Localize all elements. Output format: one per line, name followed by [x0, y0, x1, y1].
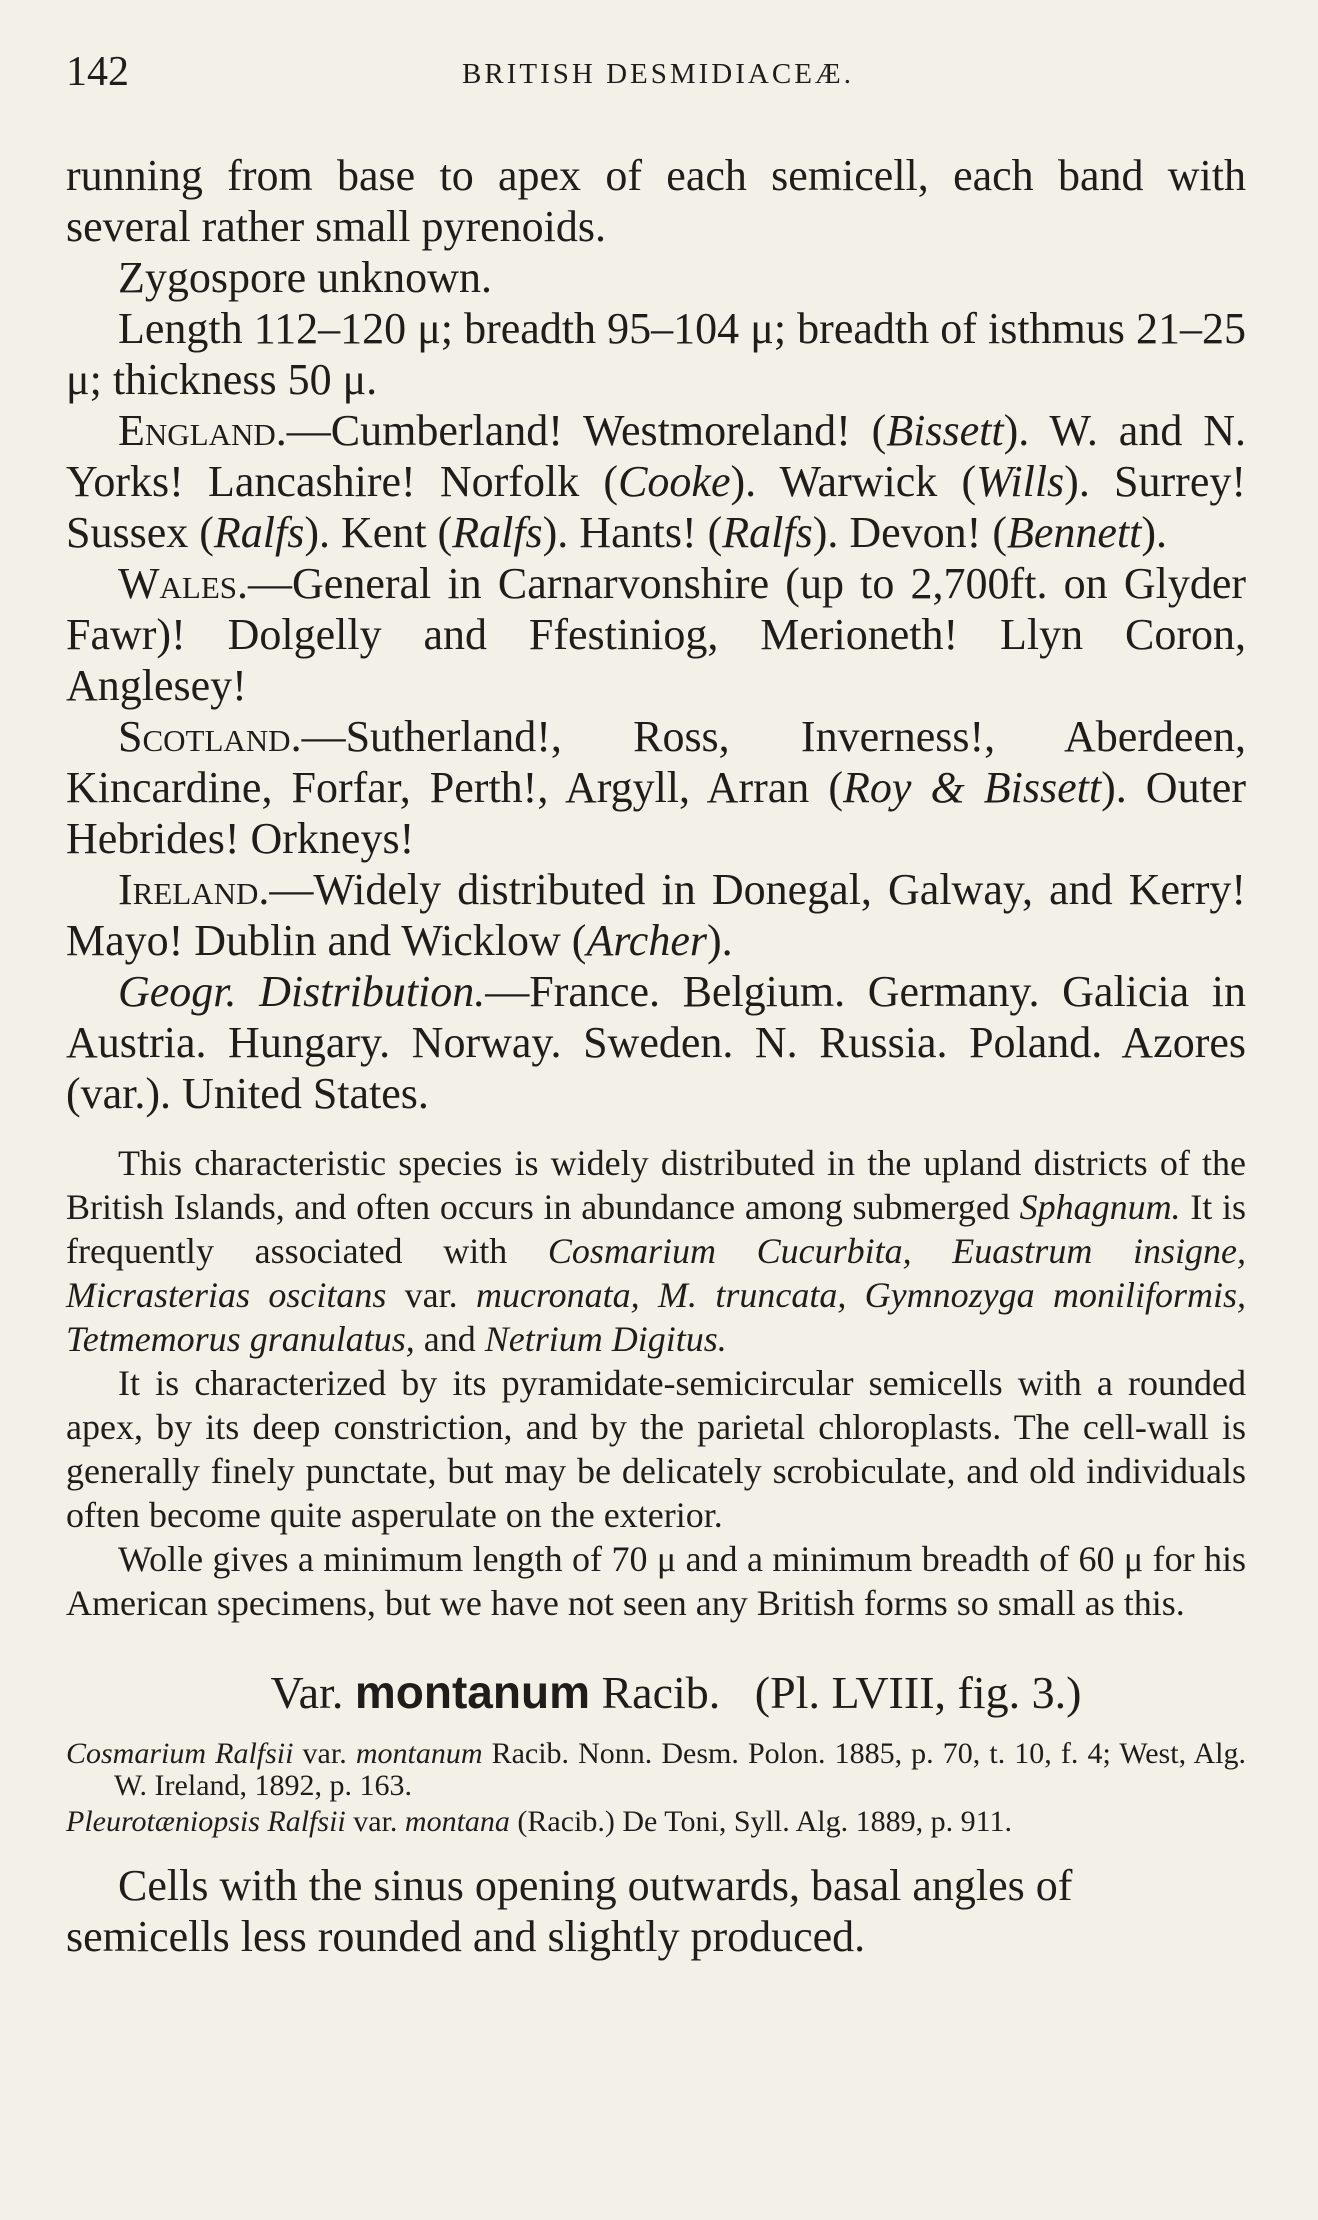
distribution-label: Geogr. Distribution.: [118, 967, 486, 1016]
distribution-paragraph: Geogr. Distribution.—France. Belgium. Germany. Galicia in Austria. Hungary. Norway. Sweden. N. Russia. Poland. Azores (var.). United States.: [66, 967, 1246, 1118]
note-paragraph-3: Wolle gives a minimum length of 70 μ and a minimum breadth of 60 μ for his American specimens, but we have not seen any British forms so small as this.: [66, 1539, 1246, 1623]
body-text: [66, 150, 1246, 1962]
plate-reference: (Pl. LVIII, fig. 3.): [754, 1667, 1082, 1718]
notes-text: [66, 1141, 1246, 1625]
synonym-entry: Cosmarium Ralfsii var. montanum Racib. Nonn. Desm. Polon. 1885, p. 70, t. 10, f. 4; West, Alg. W. Ireland, 1892, p. 163.: [66, 1737, 1247, 1802]
measurements-paragraph: Length 112–120 μ; breadth 95–104 μ; breadth of isthmus 21–25 μ; thickness 50 μ.: [66, 304, 1246, 404]
england-paragraph: England.—Cumberland! Westmoreland! (Bissett). W. and N. Yorks! Lancashire! Norfolk (Cooke). Warwick (Wills). Surrey! Sussex (Ralfs). Kent (Ralfs). Hants! (Ralfs). Devon! (Bennett).: [66, 406, 1247, 557]
scotland-paragraph: Scotland.—Sutherland!, Ross, Inverness!, Aberdeen, Kincardine, Forfar, Perth!, Argyll, Arran (Roy & Bissett). Outer Hebrides! Orkneys!: [66, 712, 1246, 863]
wales-label: Wales.: [118, 559, 249, 608]
main-text: [66, 150, 1246, 1119]
variety-name: montanum: [354, 1666, 590, 1718]
continuation-paragraph: running from base to apex of each semicell, each band with several rather small pyrenoids.: [66, 151, 1246, 251]
synonym-entry: Pleurotæniopsis Ralfsii var. montana (Racib.) De Toni, Syll. Alg. 1889, p. 911.: [66, 1805, 1012, 1838]
zygospore-paragraph: Zygospore unknown.: [118, 253, 492, 302]
variety-heading: Var. montanum Racib. (Pl. LVIII, fig. 3.): [270, 1666, 1082, 1718]
wales-paragraph: Wales.—General in Carnarvonshire (up to 2,700ft. on Glyder Fawr)! Dolgelly and Ffestiniog, Merioneth! Llyn Coron, Anglesey!: [66, 559, 1246, 710]
note-paragraph-1: This characteristic species is widely distributed in the upland districts of the British Islands, and often occurs in abundance among submerged Sphagnum. It is frequently associated with Cosmarium Cucurbita, Euastrum insigne, Micrasterias oscitans var. mucronata, M. truncata, Gymnozyga moniliformis, Tetmemorus granulatus, and Netrium Digitus.: [66, 1143, 1247, 1359]
note-paragraph-2: It is characterized by its pyramidate-semicircular semicells with a rounded apex, by its deep constriction, and by the parietal chloroplasts. The cell-wall is generally finely punctate, but may be delicately scrobiculate, and old individuals often become quite asperulate on the exterior.: [66, 1363, 1246, 1535]
page-header: [66, 48, 1250, 98]
england-label: England.: [118, 406, 287, 455]
scotland-label: Scotland.: [118, 712, 302, 761]
ireland-paragraph: Ireland.—Widely distributed in Donegal, Galway, and Kerry! Mayo! Dublin and Wicklow (Archer).: [66, 865, 1246, 965]
running-title: BRITISH DESMIDIACEÆ.: [462, 58, 854, 90]
ireland-label: Ireland.: [118, 865, 270, 914]
variety-description: Cells with the sinus opening outwards, basal angles of semicells less rounded and slightly produced.: [66, 1861, 1073, 1961]
page-number: 142: [66, 49, 129, 95]
